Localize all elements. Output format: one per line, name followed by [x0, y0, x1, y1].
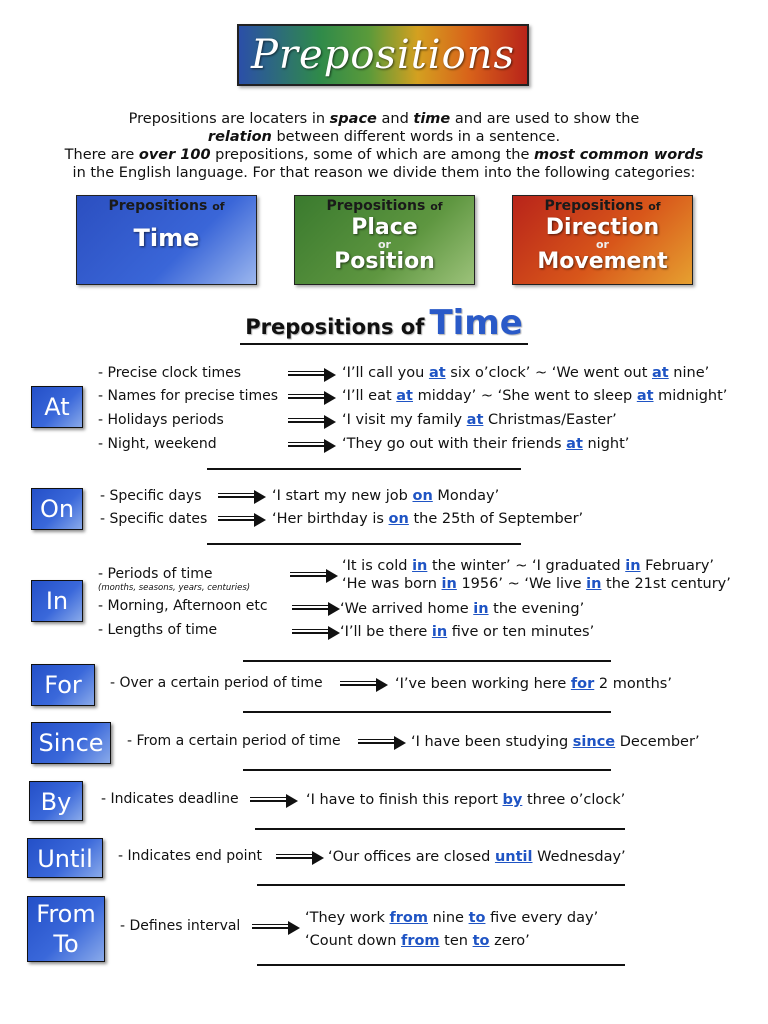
example-sentence [411, 734, 700, 750]
example-text: February’ [640, 558, 715, 574]
example-text: of [212, 200, 225, 213]
example-text: ‘I start my new job [272, 488, 413, 504]
category-place-position [294, 195, 475, 285]
example-text: of [430, 200, 443, 213]
arrow-icon [250, 794, 298, 808]
preposition-box-on: On [31, 488, 83, 530]
example-text: nine [428, 910, 469, 926]
arrow-icon [340, 678, 388, 692]
highlighted-preposition: at [466, 412, 484, 428]
example-text: Prepositions [108, 198, 208, 214]
highlighted-preposition: at [636, 388, 654, 404]
preposition-box-until: Until [27, 838, 103, 878]
category-prefix [295, 198, 474, 214]
example-text: December’ [615, 734, 700, 750]
example-text: the winter’ ~ ‘I graduated [427, 558, 626, 574]
highlighted-preposition: on [388, 511, 409, 527]
example-sentence [305, 910, 598, 926]
arrow-icon [358, 736, 406, 750]
usage-text: - Over a certain period of time [110, 675, 323, 691]
category-prefix [513, 198, 692, 214]
preposition-box-since: Since [31, 722, 111, 764]
intro-text: prepositions, some of which are among the [210, 147, 535, 163]
example-text: 2 months’ [594, 676, 672, 692]
preposition-box-for: For [31, 664, 95, 706]
usage-text: - Specific dates [100, 511, 208, 527]
intro-emph: over 100 [138, 147, 211, 163]
example-text: Wednesday’ [532, 849, 626, 865]
category-title-1: Direction [545, 215, 660, 240]
example-text: ‘I visit my family [342, 412, 467, 428]
highlighted-preposition: to [468, 910, 486, 926]
example-sentence [342, 388, 727, 404]
category-time [76, 195, 257, 285]
example-text: three o’clock’ [522, 792, 626, 808]
usage-text: - Night, weekend [98, 436, 217, 452]
preposition-from: From [36, 900, 96, 928]
example-text: ‘It is cold [342, 558, 413, 574]
category-direction-movement [512, 195, 693, 285]
highlighted-preposition: at [651, 365, 669, 381]
example-text: ‘He was born [342, 576, 442, 592]
arrow-icon [276, 851, 324, 865]
highlighted-preposition: on [412, 488, 433, 504]
usage-text: - Defines interval [120, 918, 241, 934]
highlighted-preposition: at [566, 436, 583, 452]
example-sentence [342, 365, 709, 381]
example-text: nine’ [668, 365, 710, 381]
example-text: the 25th of September’ [408, 511, 584, 527]
highlighted-preposition: in [586, 576, 602, 592]
example-text: ‘I’ve been working here [395, 676, 571, 692]
example-sentence [305, 933, 530, 949]
example-text: ‘We arrived home [340, 601, 474, 617]
preposition-box-by: By [29, 781, 83, 821]
arrow-icon [290, 569, 338, 583]
usage-text: - Indicates deadline [101, 791, 239, 807]
example-text: midday’ ~ ‘She went to sleep [412, 388, 637, 404]
usage-text: - Periods of time [98, 566, 213, 582]
category-title-2: Movement [537, 249, 668, 274]
category-title-1: Place [351, 215, 418, 240]
section-divider [257, 884, 625, 886]
section-divider [243, 711, 611, 713]
example-text: ‘Our offices are closed [328, 849, 495, 865]
category-or: or [378, 238, 391, 251]
section-heading-underline [240, 343, 528, 345]
example-sentence [340, 601, 584, 617]
preposition-box-in: In [31, 580, 83, 622]
example-text: night’ [582, 436, 630, 452]
usage-text: - Lengths of time [98, 622, 218, 638]
highlighted-preposition: since [572, 734, 616, 750]
intro-line-2 [0, 128, 768, 146]
highlighted-preposition: in [412, 558, 428, 574]
usage-text: - Specific days [100, 488, 202, 504]
highlighted-preposition: at [428, 365, 446, 381]
section-divider [207, 468, 521, 470]
example-text: Monday’ [432, 488, 500, 504]
example-text: of [648, 200, 661, 213]
category-prefix [77, 198, 256, 214]
usage-text: - Morning, Afternoon etc [98, 598, 268, 614]
intro-text: between different words in a sentence. [271, 129, 561, 145]
page-title: Prepositions [251, 32, 515, 78]
example-sentence [395, 676, 672, 692]
example-sentence [342, 576, 731, 592]
usage-text: - Holidays periods [98, 412, 224, 428]
example-text: ‘I’ll call you [342, 365, 429, 381]
section-heading [0, 303, 768, 343]
intro-emph: most common words [534, 147, 704, 163]
arrow-icon [292, 602, 340, 616]
example-text: midnight’ [653, 388, 728, 404]
example-text: ‘I have to finish this report [306, 792, 503, 808]
example-text: five every day’ [485, 910, 599, 926]
section-divider [207, 543, 521, 545]
example-text: 1956’ ~ ‘We live [456, 576, 587, 592]
highlighted-preposition: to [472, 933, 490, 949]
example-sentence [306, 792, 625, 808]
example-text: ‘I have been studying [411, 734, 573, 750]
intro-text: There are [64, 147, 139, 163]
section-divider [243, 769, 611, 771]
highlighted-preposition: for [570, 676, 595, 692]
preposition-to: To [53, 930, 79, 958]
example-text: ‘They work [305, 910, 390, 926]
usage-note: (months, seasons, years, centuries) [98, 583, 251, 593]
example-sentence [272, 511, 583, 527]
highlighted-preposition: in [625, 558, 641, 574]
highlighted-preposition: in [441, 576, 457, 592]
section-heading-title: Time [429, 303, 523, 343]
arrow-icon [288, 391, 336, 405]
arrow-icon [292, 626, 340, 640]
usage-text: - From a certain period of time [127, 733, 341, 749]
preposition-box-at: At [31, 386, 83, 428]
highlighted-preposition: by [502, 792, 523, 808]
usage-text: - Names for precise times [98, 388, 279, 404]
arrow-icon [218, 513, 266, 527]
highlighted-preposition: from [401, 933, 440, 949]
example-text: ‘Count down [305, 933, 402, 949]
section-divider [255, 828, 625, 830]
example-sentence [342, 558, 714, 574]
highlighted-preposition: in [473, 601, 489, 617]
example-sentence [342, 436, 629, 452]
example-text: five or ten minutes’ [447, 624, 595, 640]
intro-line-1 [0, 110, 768, 128]
title-banner [237, 24, 529, 86]
example-sentence [272, 488, 499, 504]
category-title-2: Position [334, 249, 435, 274]
intro-emph: time [413, 111, 451, 127]
preposition-box-from-to [27, 896, 105, 962]
section-divider [243, 660, 611, 662]
arrow-icon [252, 921, 300, 935]
section-heading-prefix: Prepositions of [245, 315, 425, 339]
intro-line-4: in the English language. For that reason we divide them into the following categories: [72, 165, 696, 181]
usage-text: - Indicates end point [118, 848, 262, 864]
example-text: ‘I’ll eat [342, 388, 397, 404]
example-text: Prepositions [544, 198, 644, 214]
example-text: the 21st century’ [601, 576, 731, 592]
example-text: Christmas/Easter’ [483, 412, 617, 428]
example-text: ‘Her birthday is [272, 511, 389, 527]
example-text: ten [439, 933, 473, 949]
intro-text: Prepositions are locaters in [128, 111, 330, 127]
arrow-icon [288, 415, 336, 429]
section-divider [257, 964, 625, 966]
category-title: Time [133, 224, 200, 252]
usage-text: - Precise clock times [98, 365, 242, 381]
example-text: ‘I’ll be there [340, 624, 432, 640]
highlighted-preposition: at [396, 388, 413, 404]
example-sentence [340, 624, 594, 640]
category-or: or [596, 238, 609, 251]
arrow-icon [288, 439, 336, 453]
intro-line-3 [0, 146, 768, 164]
highlighted-preposition: until [494, 849, 533, 865]
example-text: the evening’ [488, 601, 585, 617]
example-sentence [328, 849, 626, 865]
example-text: Prepositions [326, 198, 426, 214]
intro-emph: relation [207, 129, 272, 145]
example-text: six o’clock’ ~ ‘We went out [445, 365, 652, 381]
arrow-icon [288, 368, 336, 382]
intro-emph: space [329, 111, 377, 127]
example-text: ‘They go out with their friends [342, 436, 567, 452]
highlighted-preposition: from [389, 910, 428, 926]
highlighted-preposition: in [431, 624, 448, 640]
example-text: zero’ [489, 933, 530, 949]
example-sentence [342, 412, 617, 428]
arrow-icon [218, 490, 266, 504]
intro-text: and are used to show the [450, 111, 640, 127]
intro-text: and [376, 111, 414, 127]
